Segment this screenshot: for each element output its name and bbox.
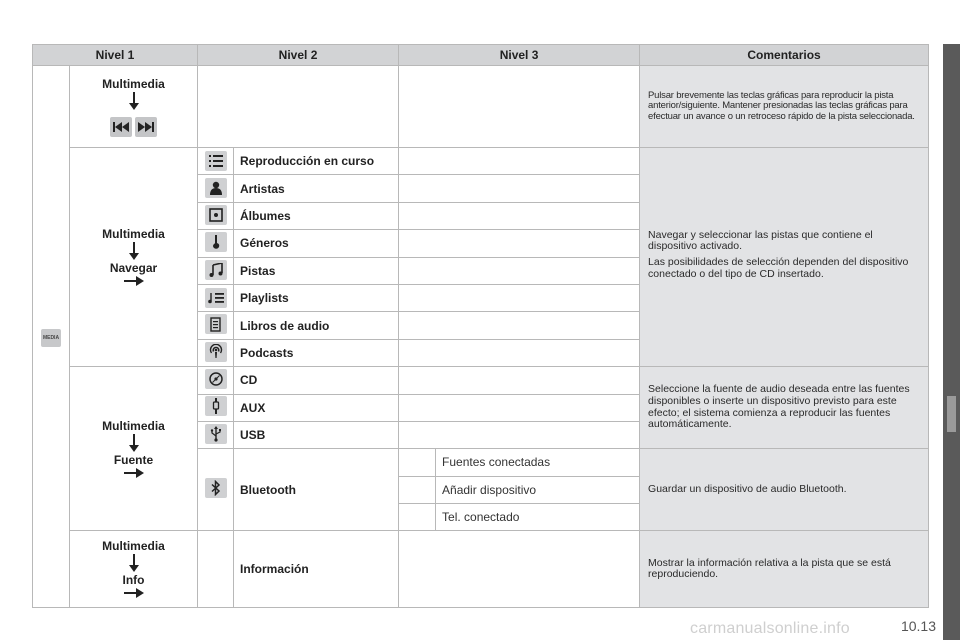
menu-item-cd[interactable]: CD [234,367,399,394]
level1-multimedia-fuente [70,367,198,531]
menu-button-icon[interactable]: MEDIA [41,329,61,347]
level3-empty [399,175,640,202]
side-tab-nub [947,396,956,432]
comment-navegar-p1: Navegar y seleccionar las pistas que contiene el dispositivo activado. [648,228,873,253]
level1-title: Multimedia [102,418,165,433]
comment-navegar-p2: Las posibilidades de selección dependen del dispositivo conectado o del tipo de CD insertado. [648,256,909,280]
icon-cell [198,339,234,366]
level3-empty [399,394,640,421]
watermark: carmanualsonline.info [690,620,850,637]
playlist-icon[interactable] [205,288,227,308]
bluetooth-icon[interactable] [205,478,227,498]
menu-item-informacion[interactable]: Información [234,531,399,608]
icon-cell [198,394,234,421]
menu-table [32,44,929,608]
icon-cell [198,312,234,339]
level1-title: Multimedia [102,76,165,91]
submenu-tel-conectado[interactable]: Tel. conectado [436,504,640,531]
music-note-icon[interactable] [205,260,227,280]
level3-empty [399,284,640,311]
previous-track-icon[interactable] [110,117,132,137]
level3-empty [399,257,640,284]
genre-icon[interactable] [205,232,227,252]
arrow-down-icon [128,553,140,573]
list-icon[interactable] [205,151,227,171]
usb-icon[interactable] [205,424,227,444]
header-nivel-3: Nivel 3 [399,45,640,66]
level1-title: Multimedia [102,539,165,554]
arrow-right-icon [123,275,145,287]
comment-fuente: Seleccione la fuente de audio deseada entre las fuentes disponibles o inserte un dispositivo previsto para este efecto; el sistema comienza a reproducir las fuentes automáticamente. [640,367,929,449]
level2-icon-empty [198,531,234,608]
icon-cell [198,284,234,311]
comment-bluetooth: Guardar un dispositivo de audio Bluetooth. [640,449,929,531]
menu-item-reproduccion[interactable]: Reproducción en curso [234,148,399,175]
menu-item-libros[interactable]: Libros de audio [234,312,399,339]
row-info [33,531,929,608]
submenu-anadir-dispositivo[interactable]: Añadir dispositivo [436,476,640,503]
arrow-down-icon [128,433,140,453]
row-multimedia-skip [33,66,929,148]
menu-item-usb[interactable]: USB [234,421,399,448]
menu-item-aux[interactable]: AUX [234,394,399,421]
level3-empty [399,339,640,366]
person-icon[interactable] [205,178,227,198]
header-row [33,45,929,66]
album-icon[interactable] [205,205,227,225]
icon-cell [198,257,234,284]
level3-empty [399,230,640,257]
header-comentarios: Comentarios [640,45,929,66]
level3-icon-empty [399,476,436,503]
level3-empty [399,531,640,608]
level3-icon-empty [399,449,436,476]
aux-icon[interactable] [205,396,227,416]
menu-item-artistas[interactable]: Artistas [234,175,399,202]
submenu-fuentes-conectadas[interactable]: Fuentes conectadas [436,449,640,476]
level3-empty [399,148,640,175]
icon-cell [198,367,234,394]
menu-item-generos[interactable]: Géneros [234,230,399,257]
row-fuente-1 [33,367,929,394]
cd-icon[interactable] [205,369,227,389]
menu-item-podcasts[interactable]: Podcasts [234,339,399,366]
audiobook-icon[interactable] [205,314,227,334]
header-nivel-2: Nivel 2 [198,45,399,66]
level1-subtitle: Info [122,573,145,588]
level2-empty [198,66,399,148]
level3-empty [399,312,640,339]
arrow-right-icon [123,587,145,599]
level3-icon-empty [399,504,436,531]
level3-empty [399,202,640,229]
arrow-down-icon [128,241,140,261]
level1-multimedia-info [70,531,198,608]
comment-info: Mostrar la información relativa a la pista que se está reproduciendo. [640,531,929,608]
level3-empty [399,66,640,148]
arrow-right-icon [123,467,145,479]
side-column [33,66,70,608]
skip-buttons [70,117,197,137]
icon-cell [198,175,234,202]
arrow-down-icon [128,91,140,111]
menu-item-albumes[interactable]: Álbumes [234,202,399,229]
page-number: 10.13 [900,618,936,634]
menu-item-bluetooth[interactable]: Bluetooth [234,449,399,531]
icon-cell [198,230,234,257]
comment-skip: Pulsar brevemente las teclas gráficas para reproducir la pista anterior/siguiente. Mantener presionadas las teclas gráficas para efectuar un avance o un retroceso rápido de la pista seleccionada. [640,66,929,148]
podcast-icon[interactable] [205,342,227,362]
header-nivel-1: Nivel 1 [33,45,198,66]
level1-multimedia-navegar [70,148,198,367]
level1-subtitle: Fuente [113,452,154,467]
level3-empty [399,421,640,448]
menu-item-playlists[interactable]: Playlists [234,284,399,311]
icon-cell [198,148,234,175]
level1-title: Multimedia [102,227,165,242]
icon-cell [198,421,234,448]
icon-cell [198,202,234,229]
icon-cell [198,449,234,531]
next-track-icon[interactable] [135,117,157,137]
level1-multimedia [70,66,198,148]
level1-subtitle: Navegar [109,261,158,276]
row-navegar-1 [33,148,929,175]
comment-navegar [640,148,929,367]
level3-empty [399,367,640,394]
side-tab [943,44,960,640]
menu-item-pistas[interactable]: Pistas [234,257,399,284]
